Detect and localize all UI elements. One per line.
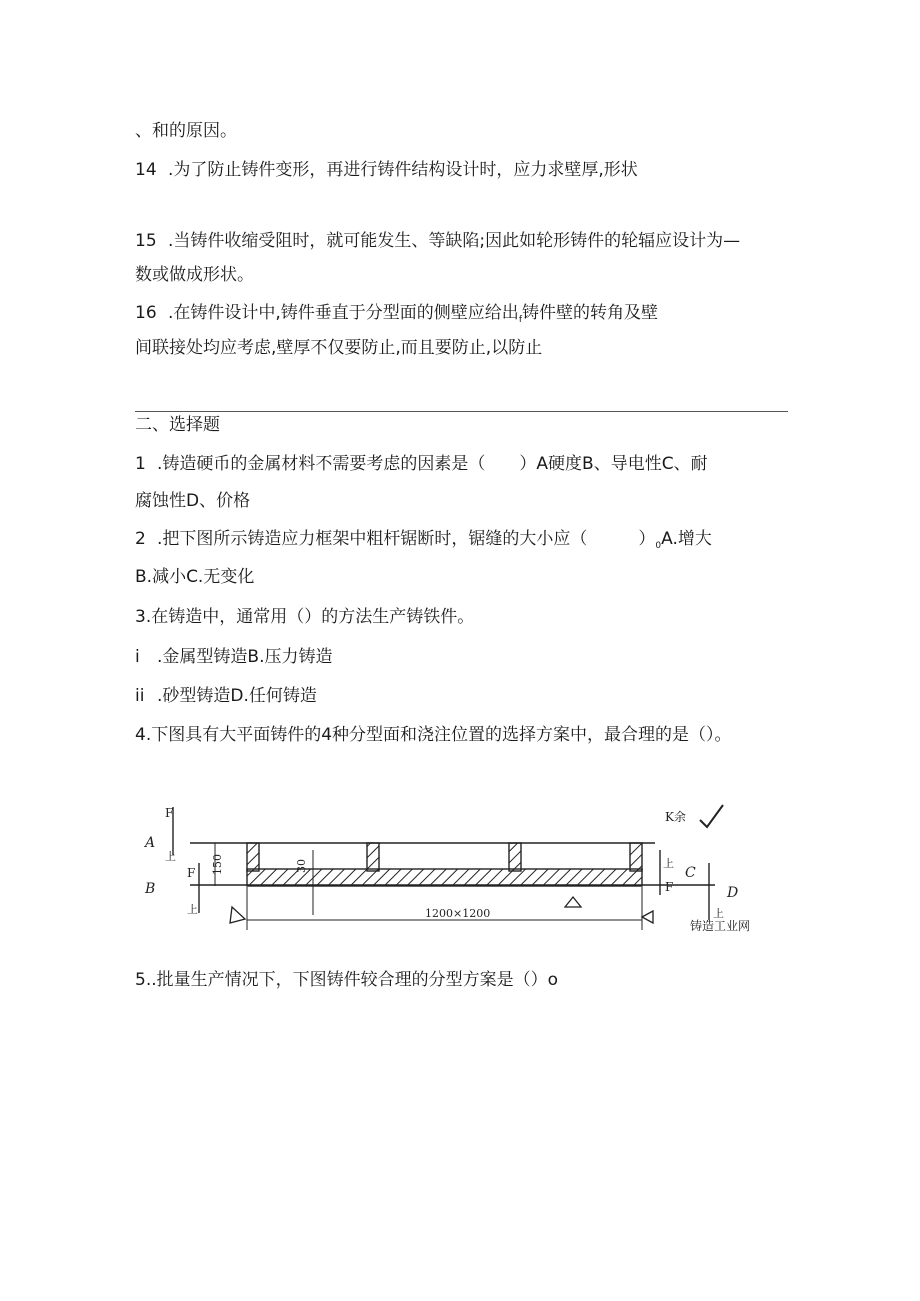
- question-number: 2: [135, 529, 146, 549]
- question-text: 数或做成形状。: [135, 265, 254, 285]
- label-a: A: [145, 835, 156, 851]
- casting-wall-3: [509, 843, 521, 871]
- casting-wall-left: [247, 843, 259, 871]
- question-text: 4.下图具有大平面铸件的4种分型面和浇注位置的选择方案中，最合理的是（）。: [135, 725, 732, 745]
- choice-question-2: [135, 528, 712, 557]
- choice-question-3-option-a: [135, 646, 332, 668]
- question-15-continued: [135, 264, 254, 286]
- dimension-1200: 1200×1200: [425, 907, 491, 920]
- subscript-mark: 0: [655, 541, 662, 551]
- choice-question-3: [135, 606, 474, 628]
- question-text: .把下图所示铸造应力框架中粗杆锯断时，锯缝的大小应（ ）: [157, 529, 656, 549]
- label-up-d: 上: [713, 907, 724, 920]
- choice-question-3-option-c: [135, 685, 317, 707]
- question-16: [135, 302, 658, 331]
- option-text: .金属型铸造B.压力铸造: [157, 647, 333, 667]
- question-text: 间联接处均应考虑,壁厚不仅要防止,而且要防止,以防止: [135, 338, 543, 358]
- question-number: 14: [135, 160, 157, 180]
- question-text: B.减小C.无变化: [135, 567, 255, 587]
- question-text: .为了防止铸件变形，再进行铸件结构设计时，应力求壁厚,形状: [168, 160, 638, 180]
- casting-wall-2: [367, 843, 379, 871]
- watermark: 铸造工业网: [690, 919, 751, 933]
- choice-question-1-continued: [135, 490, 250, 512]
- subscript-mark: f: [518, 315, 522, 325]
- label-d: D: [727, 885, 739, 901]
- choice-question-1: [135, 453, 708, 475]
- dimension-150: 150: [211, 854, 224, 875]
- label-f-left: F: [187, 866, 196, 880]
- choice-question-4: [135, 724, 732, 746]
- label-up-a: 上: [165, 850, 176, 863]
- question-number: 16: [135, 303, 157, 323]
- support-marker-mid: [565, 897, 581, 907]
- question-16-continued: [135, 337, 542, 359]
- choice-question-2-continued: [135, 566, 254, 588]
- option-text: .砂型铸造D.任何铸造: [157, 686, 317, 706]
- label-c: C: [685, 865, 696, 881]
- question-text: 腐蚀性D、价格: [135, 491, 251, 511]
- question-14: [135, 159, 638, 181]
- fill-in-text: 、和的原因。: [135, 121, 237, 141]
- check-mark-icon: [700, 805, 723, 827]
- casting-parting-diagram: [135, 795, 785, 945]
- option-number: ii: [135, 686, 145, 706]
- choice-question-5: [135, 969, 558, 991]
- question-text: 铸件壁的转角及壁: [521, 303, 658, 323]
- fill-in-line-1: [135, 120, 237, 142]
- question-text: .当铸件收缩受阻时，就可能发生、等缺陷;因此如轮形铸件的轮辐应设计为—: [168, 231, 741, 251]
- support-marker-left: [230, 907, 245, 923]
- machining-allowance-label: K余: [665, 810, 686, 824]
- section-title: [135, 414, 220, 436]
- question-text: 5..批量生产情况下，下图铸件较合理的分型方案是（）o: [135, 970, 559, 990]
- question-text: A.增大: [661, 529, 712, 549]
- label-b: B: [145, 881, 156, 897]
- option-number: i: [135, 647, 140, 667]
- question-text: 3.在铸造中，通常用（）的方法生产铸铁件。: [135, 607, 475, 627]
- support-marker-right: [642, 911, 653, 923]
- dimension-30: 30: [295, 859, 308, 873]
- label-f-right: F: [665, 880, 674, 894]
- label-up-b: 上: [187, 903, 198, 916]
- question-15: [135, 230, 740, 252]
- section-title-text: 二、选择题: [135, 415, 220, 435]
- question-text: .在铸件设计中,铸件垂直于分型面的侧壁应给出: [168, 303, 519, 323]
- question-number: 15: [135, 231, 157, 251]
- label-up-c: 上: [663, 857, 674, 870]
- label-f-top: F: [165, 806, 174, 820]
- section-divider: [135, 411, 788, 412]
- casting-wall-right: [630, 843, 642, 871]
- question-number: 1: [135, 454, 146, 474]
- question-text: .铸造硬币的金属材料不需要考虑的因素是（ ）A硬度B、导电性C、耐: [157, 454, 708, 474]
